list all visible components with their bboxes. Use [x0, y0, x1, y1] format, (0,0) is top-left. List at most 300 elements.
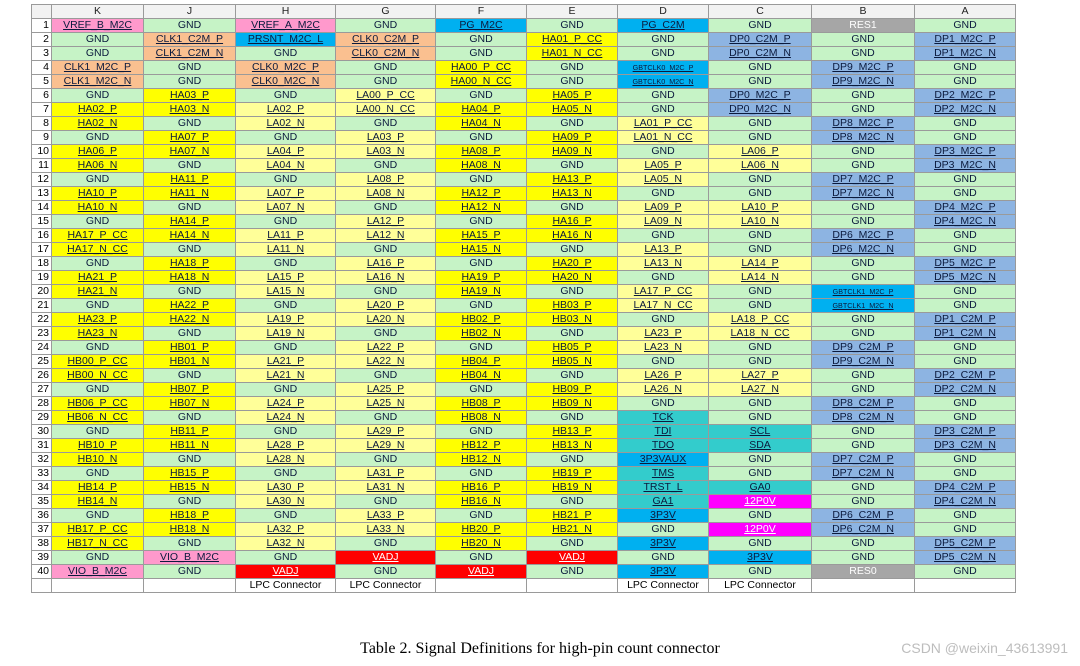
- pin-cell: GND: [709, 173, 812, 187]
- row-number: 4: [32, 61, 52, 75]
- pin-cell: GND: [915, 173, 1016, 187]
- pin-cell: GND: [709, 537, 812, 551]
- pin-cell: GND: [336, 61, 436, 75]
- pin-cell: LA29_P: [336, 425, 436, 439]
- pin-cell: HB09_N: [527, 397, 618, 411]
- pin-cell: DP7_M2C_P: [812, 173, 915, 187]
- table-row: [32, 551, 1016, 565]
- pin-cell: HA18_P: [144, 257, 236, 271]
- table-row: [32, 33, 1016, 47]
- pin-cell: GND: [527, 159, 618, 173]
- pin-cell: GND: [527, 565, 618, 579]
- pin-cell: CLK1_C2M_N: [144, 47, 236, 61]
- pin-cell: DP2_C2M_N: [915, 383, 1016, 397]
- pin-cell: GND: [915, 243, 1016, 257]
- pin-cell: GND: [915, 411, 1016, 425]
- pin-cell: LA19_N: [236, 327, 336, 341]
- pin-cell: GND: [52, 215, 144, 229]
- pin-cell: GND: [709, 565, 812, 579]
- pin-cell: GND: [236, 89, 336, 103]
- row-number: 22: [32, 313, 52, 327]
- pin-cell: GND: [436, 425, 527, 439]
- column-header-e: E: [527, 5, 618, 19]
- pin-cell: GND: [915, 523, 1016, 537]
- table-row: [32, 565, 1016, 579]
- pin-cell: GND: [709, 187, 812, 201]
- table-row: [32, 61, 1016, 75]
- pin-cell: GND: [436, 47, 527, 61]
- table-row: [32, 75, 1016, 89]
- pin-cell: HB01_P: [144, 341, 236, 355]
- pin-cell: DP3_M2C_P: [915, 145, 1016, 159]
- pin-cell: GND: [527, 411, 618, 425]
- pin-cell: HA13_N: [527, 187, 618, 201]
- pin-cell: HB15_N: [144, 481, 236, 495]
- pin-cell: GND: [709, 61, 812, 75]
- pin-cell: GND: [236, 509, 336, 523]
- pin-cell: DP1_C2M_N: [915, 327, 1016, 341]
- pin-cell: LA20_N: [336, 313, 436, 327]
- pin-cell: LA26_P: [618, 369, 709, 383]
- pin-cell: HA03_P: [144, 89, 236, 103]
- row-number: 39: [32, 551, 52, 565]
- footer-blank: [812, 579, 915, 593]
- pin-cell: CLK0_C2M_N: [336, 47, 436, 61]
- pin-cell: HB06_P_CC: [52, 397, 144, 411]
- pin-cell: 3P3V: [618, 565, 709, 579]
- pin-cell: GND: [812, 103, 915, 117]
- pin-cell: GND: [709, 299, 812, 313]
- pin-cell: GND: [618, 187, 709, 201]
- pin-cell: DP0_M2C_N: [709, 103, 812, 117]
- footer-blank: [915, 579, 1016, 593]
- row-number: 5: [32, 75, 52, 89]
- row-number: 30: [32, 425, 52, 439]
- footer-blank: [527, 579, 618, 593]
- pin-cell: GND: [52, 173, 144, 187]
- pin-cell: GND: [436, 33, 527, 47]
- pin-cell: GND: [812, 425, 915, 439]
- pin-cell: GND: [527, 117, 618, 131]
- pin-cell: GND: [812, 201, 915, 215]
- pin-cell: HA19_P: [436, 271, 527, 285]
- pin-cell: LA22_P: [336, 341, 436, 355]
- pin-cell: LA20_P: [336, 299, 436, 313]
- pin-cell: GND: [812, 537, 915, 551]
- pin-cell: GND: [618, 551, 709, 565]
- pin-cell: HA22_P: [144, 299, 236, 313]
- pin-cell: HB05_N: [527, 355, 618, 369]
- pin-cell: GND: [527, 285, 618, 299]
- table-row: [32, 201, 1016, 215]
- pin-cell: HA08_P: [436, 145, 527, 159]
- pin-cell: LA10_P: [709, 201, 812, 215]
- pin-cell: HB00_N_CC: [52, 369, 144, 383]
- pin-cell: LA11_P: [236, 229, 336, 243]
- pin-cell: LA12_N: [336, 229, 436, 243]
- pin-cell: HB00_P_CC: [52, 355, 144, 369]
- pin-cell: HB08_N: [436, 411, 527, 425]
- pin-cell: HA23_N: [52, 327, 144, 341]
- pin-cell: HA11_P: [144, 173, 236, 187]
- pin-cell: HA01_N_CC: [527, 47, 618, 61]
- pin-cell: GND: [144, 201, 236, 215]
- pin-cell: DP7_C2M_P: [812, 453, 915, 467]
- pin-cell: LA05_P: [618, 159, 709, 173]
- table-row: [32, 439, 1016, 453]
- pin-cell: TMS: [618, 467, 709, 481]
- pin-cell: HB04_N: [436, 369, 527, 383]
- pin-cell: LA03_P: [336, 131, 436, 145]
- table-row: [32, 369, 1016, 383]
- table-row: [32, 495, 1016, 509]
- pin-cell: GND: [527, 495, 618, 509]
- pin-cell: LA11_N: [236, 243, 336, 257]
- pin-cell: LA06_N: [709, 159, 812, 173]
- pin-cell: LA18_P_CC: [709, 313, 812, 327]
- pin-cell: GND: [52, 425, 144, 439]
- pin-cell: GND: [527, 19, 618, 33]
- pin-cell: 3P3V: [618, 509, 709, 523]
- pin-cell: VIO_B_M2C: [144, 551, 236, 565]
- table-row: [32, 19, 1016, 33]
- pin-cell: LA05_N: [618, 173, 709, 187]
- pin-cell: HA21_P: [52, 271, 144, 285]
- pin-cell: GBTCLK1_M2C_P: [812, 285, 915, 299]
- pin-cell: TRST_L: [618, 481, 709, 495]
- pin-cell: LA24_P: [236, 397, 336, 411]
- table-row: [32, 271, 1016, 285]
- pin-cell: GND: [436, 551, 527, 565]
- pin-cell: LA09_P: [618, 201, 709, 215]
- pin-cell: HA06_P: [52, 145, 144, 159]
- pin-cell: GND: [236, 173, 336, 187]
- table-row: [32, 117, 1016, 131]
- pin-cell: CLK0_M2C_N: [236, 75, 336, 89]
- row-number: 23: [32, 327, 52, 341]
- pin-cell: HA21_N: [52, 285, 144, 299]
- row-number: 9: [32, 131, 52, 145]
- row-number: 31: [32, 439, 52, 453]
- pin-cell: GND: [527, 537, 618, 551]
- pin-cell: DP1_C2M_P: [915, 313, 1016, 327]
- column-header-h: H: [236, 5, 336, 19]
- pin-cell: TCK: [618, 411, 709, 425]
- pin-cell: HA09_N: [527, 145, 618, 159]
- pin-cell: GBTCLK0_M2C_P: [618, 61, 709, 75]
- pin-cell: GND: [915, 75, 1016, 89]
- pin-cell: GBTCLK1_M2C_N: [812, 299, 915, 313]
- pin-cell: GND: [709, 19, 812, 33]
- pin-cell: GND: [236, 425, 336, 439]
- pin-cell: GND: [52, 89, 144, 103]
- pin-cell: GND: [336, 201, 436, 215]
- row-number: 6: [32, 89, 52, 103]
- pin-cell: LA21_P: [236, 355, 336, 369]
- pin-cell: GND: [436, 215, 527, 229]
- pin-cell: GND: [336, 411, 436, 425]
- table-row: [32, 173, 1016, 187]
- pin-cell: DP3_C2M_N: [915, 439, 1016, 453]
- pin-cell: HB13_N: [527, 439, 618, 453]
- pin-cell: GND: [709, 117, 812, 131]
- pin-cell: GND: [336, 565, 436, 579]
- pin-cell: GND: [336, 75, 436, 89]
- row-number: 11: [32, 159, 52, 173]
- pin-cell: GND: [709, 453, 812, 467]
- pin-cell: DP2_C2M_P: [915, 369, 1016, 383]
- pin-cell: VREF_A_M2C: [236, 19, 336, 33]
- pin-cell: HA04_N: [436, 117, 527, 131]
- row-number: 40: [32, 565, 52, 579]
- pin-cell: TDI: [618, 425, 709, 439]
- pin-cell: GND: [144, 495, 236, 509]
- pin-cell: GND: [709, 229, 812, 243]
- pin-cell: GND: [527, 201, 618, 215]
- pin-cell: HB08_P: [436, 397, 527, 411]
- pin-cell: GND: [812, 257, 915, 271]
- pin-cell: LA08_N: [336, 187, 436, 201]
- lpc-connector-label: LPC Connector: [709, 579, 812, 593]
- table-row: [32, 383, 1016, 397]
- pin-cell: GND: [144, 565, 236, 579]
- pin-cell: GND: [144, 327, 236, 341]
- table-row: [32, 341, 1016, 355]
- footer-corner: [32, 579, 52, 593]
- watermark: CSDN @weixin_43613991: [901, 640, 1068, 656]
- pin-cell: LA33_N: [336, 523, 436, 537]
- pin-cell: HB18_N: [144, 523, 236, 537]
- pin-cell: LA06_P: [709, 145, 812, 159]
- pin-cell: GND: [436, 131, 527, 145]
- pin-cell: HB09_P: [527, 383, 618, 397]
- pin-cell: DP6_C2M_P: [812, 509, 915, 523]
- table-row: [32, 89, 1016, 103]
- pin-cell: DP0_C2M_N: [709, 47, 812, 61]
- row-number: 16: [32, 229, 52, 243]
- pin-cell: LA29_N: [336, 439, 436, 453]
- pin-cell: DP2_M2C_P: [915, 89, 1016, 103]
- column-header-d: D: [618, 5, 709, 19]
- row-number: 7: [32, 103, 52, 117]
- pin-cell: LA14_N: [709, 271, 812, 285]
- pin-cell: LA19_P: [236, 313, 336, 327]
- pin-cell: HA22_N: [144, 313, 236, 327]
- table-row: [32, 145, 1016, 159]
- pin-cell: HB14_N: [52, 495, 144, 509]
- pin-cell: LA28_P: [236, 439, 336, 453]
- pin-cell: HA07_N: [144, 145, 236, 159]
- pin-cell: LA07_N: [236, 201, 336, 215]
- pin-cell: GND: [236, 215, 336, 229]
- row-number: 29: [32, 411, 52, 425]
- pin-cell: GBTCLK0_M2C_N: [618, 75, 709, 89]
- pin-cell: HA00_P_CC: [436, 61, 527, 75]
- pin-cell: GND: [618, 355, 709, 369]
- pin-cell: LA17_N_CC: [618, 299, 709, 313]
- pin-cell: GND: [618, 229, 709, 243]
- pin-cell: HB14_P: [52, 481, 144, 495]
- pin-cell: HA20_P: [527, 257, 618, 271]
- pin-cell: GND: [144, 159, 236, 173]
- pin-cell: GND: [436, 467, 527, 481]
- pin-cell: HB16_N: [436, 495, 527, 509]
- pin-cell: 3P3VAUX: [618, 453, 709, 467]
- pin-cell: HB03_P: [527, 299, 618, 313]
- pin-cell: GND: [915, 285, 1016, 299]
- lpc-connector-label: LPC Connector: [236, 579, 336, 593]
- pin-cell: GND: [709, 341, 812, 355]
- pin-cell: HA16_P: [527, 215, 618, 229]
- pin-cell: DP4_C2M_P: [915, 481, 1016, 495]
- pin-cell: GND: [527, 243, 618, 257]
- pin-cell: GND: [436, 383, 527, 397]
- pin-cell: GND: [915, 453, 1016, 467]
- table-row: [32, 285, 1016, 299]
- pin-cell: LA00_P_CC: [336, 89, 436, 103]
- pin-cell: GND: [336, 453, 436, 467]
- pin-cell: HA05_N: [527, 103, 618, 117]
- pin-cell: GND: [236, 131, 336, 145]
- pin-cell: LA31_P: [336, 467, 436, 481]
- pin-cell: PG_M2C: [436, 19, 527, 33]
- row-number: 13: [32, 187, 52, 201]
- table-row: [32, 467, 1016, 481]
- pin-cell: 12P0V: [709, 523, 812, 537]
- table-row: [32, 355, 1016, 369]
- pin-cell: GND: [812, 313, 915, 327]
- pin-cell: GND: [709, 131, 812, 145]
- pin-cell: GND: [618, 89, 709, 103]
- pin-cell: GND: [236, 383, 336, 397]
- pin-cell: SCL: [709, 425, 812, 439]
- pin-cell: DP7_C2M_N: [812, 467, 915, 481]
- pin-cell: GND: [618, 271, 709, 285]
- pin-cell: DP4_M2C_P: [915, 201, 1016, 215]
- pin-cell: GND: [236, 551, 336, 565]
- pin-cell: PG_C2M: [618, 19, 709, 33]
- pin-cell: LA01_P_CC: [618, 117, 709, 131]
- pin-cell: GND: [709, 285, 812, 299]
- pin-cell: HA13_P: [527, 173, 618, 187]
- footer-blank: [52, 579, 144, 593]
- pin-cell: GND: [436, 89, 527, 103]
- pin-cell: HA07_P: [144, 131, 236, 145]
- pin-cell: GND: [812, 159, 915, 173]
- pin-cell: LA03_N: [336, 145, 436, 159]
- pin-cell: DP9_C2M_P: [812, 341, 915, 355]
- table-row: [32, 243, 1016, 257]
- pin-cell: GA1: [618, 495, 709, 509]
- pin-cell: LA02_P: [236, 103, 336, 117]
- pin-cell: GND: [336, 495, 436, 509]
- row-number: 35: [32, 495, 52, 509]
- pin-cell: HA14_N: [144, 229, 236, 243]
- pin-cell: DP9_C2M_N: [812, 355, 915, 369]
- pin-cell: HA03_N: [144, 103, 236, 117]
- pin-cell: HB04_P: [436, 355, 527, 369]
- corner-cell: [32, 5, 52, 19]
- table-row: [32, 159, 1016, 173]
- pin-cell: GND: [915, 467, 1016, 481]
- table-row: [32, 481, 1016, 495]
- pin-cell: VIO_B_M2C: [52, 565, 144, 579]
- pin-cell: GND: [812, 33, 915, 47]
- pin-cell: GND: [812, 495, 915, 509]
- pin-cell: LA10_N: [709, 215, 812, 229]
- table-row: [32, 411, 1016, 425]
- table-row: [32, 313, 1016, 327]
- pin-cell: HA10_N: [52, 201, 144, 215]
- pin-cell: GND: [436, 173, 527, 187]
- pin-cell: DP8_C2M_P: [812, 397, 915, 411]
- pin-cell: GND: [236, 47, 336, 61]
- row-number: 12: [32, 173, 52, 187]
- pin-cell: CLK1_M2C_P: [52, 61, 144, 75]
- row-number: 19: [32, 271, 52, 285]
- pin-cell: LA14_P: [709, 257, 812, 271]
- pin-cell: GND: [236, 299, 336, 313]
- pin-cell: LA04_N: [236, 159, 336, 173]
- pin-cell: HA20_N: [527, 271, 618, 285]
- pin-cell: GND: [52, 299, 144, 313]
- pin-cell: GND: [812, 383, 915, 397]
- pin-cell: LA00_N_CC: [336, 103, 436, 117]
- pin-cell: GND: [436, 341, 527, 355]
- pin-cell: HB05_P: [527, 341, 618, 355]
- pin-cell: GND: [709, 243, 812, 257]
- pin-cell: CLK0_M2C_P: [236, 61, 336, 75]
- column-header-f: F: [436, 5, 527, 19]
- pin-cell: LA31_N: [336, 481, 436, 495]
- pin-cell: PRSNT_M2C_L: [236, 33, 336, 47]
- pin-cell: LA16_P: [336, 257, 436, 271]
- pin-cell: 12P0V: [709, 495, 812, 509]
- table-row: [32, 229, 1016, 243]
- pin-cell: GND: [915, 397, 1016, 411]
- pin-cell: LA09_N: [618, 215, 709, 229]
- pin-cell: LA27_N: [709, 383, 812, 397]
- pin-cell: TDO: [618, 439, 709, 453]
- pin-cell: SDA: [709, 439, 812, 453]
- pin-cell: GND: [915, 355, 1016, 369]
- pin-cell: DP8_M2C_P: [812, 117, 915, 131]
- pin-cell: HA23_P: [52, 313, 144, 327]
- pin-cell: HA17_N_CC: [52, 243, 144, 257]
- table-row: [32, 453, 1016, 467]
- pin-cell: GND: [709, 397, 812, 411]
- pin-cell: LA32_P: [236, 523, 336, 537]
- pin-cell: GND: [618, 523, 709, 537]
- pin-cell: CLK0_C2M_P: [336, 33, 436, 47]
- pin-cell: HA14_P: [144, 215, 236, 229]
- lpc-connector-label: LPC Connector: [336, 579, 436, 593]
- pin-cell: GND: [812, 369, 915, 383]
- pin-cell: DP0_M2C_P: [709, 89, 812, 103]
- pin-cell: HB06_N_CC: [52, 411, 144, 425]
- pin-cell: DP5_C2M_P: [915, 537, 1016, 551]
- pin-cell: GND: [709, 509, 812, 523]
- pin-cell: GND: [812, 271, 915, 285]
- pin-cell: LA15_P: [236, 271, 336, 285]
- pin-cell: VADJ: [527, 551, 618, 565]
- pin-cell: HA18_N: [144, 271, 236, 285]
- pin-cell: GND: [144, 61, 236, 75]
- pin-cell: GA0: [709, 481, 812, 495]
- pin-cell: GND: [812, 215, 915, 229]
- pin-cell: DP6_C2M_N: [812, 523, 915, 537]
- pin-cell: DP6_M2C_N: [812, 243, 915, 257]
